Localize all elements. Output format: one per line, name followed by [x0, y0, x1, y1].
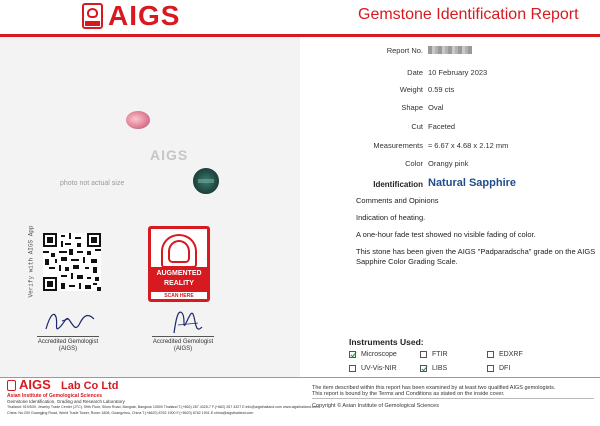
- report-title: Gemstone Identification Report: [358, 6, 579, 23]
- footer-note-examined: The item described within this report has been examined by at least two qualified AIGS gemologists.: [312, 385, 556, 391]
- security-hologram-icon: [193, 168, 219, 194]
- footer-tagline: Gemstone Identification, Grading and Research Laboratory: [7, 399, 125, 404]
- field-label-shape: Shape: [401, 103, 423, 112]
- checkbox-ftir[interactable]: [420, 351, 427, 358]
- footer-institute: Asian Institute of Gemological Sciences: [7, 393, 103, 399]
- verification-qr-code[interactable]: [43, 233, 101, 291]
- brand-name: AIGS: [108, 0, 181, 31]
- footer-note-terms: This report is bound by the Terms and Conditions as stated on the inside cover.: [312, 391, 505, 397]
- field-label-report-no: Report No.: [386, 46, 423, 55]
- field-value-measurements: ≈ 6.67 x 4.68 x 2.12 mm: [428, 141, 509, 150]
- instrument-edxrf: EDXRF: [499, 351, 523, 358]
- signature-1-org: (AIGS): [58, 346, 78, 352]
- signature-line-1: [37, 336, 99, 337]
- comments-heading: Comments and Opinions: [356, 196, 439, 205]
- instruments-title: Instruments Used:: [349, 337, 424, 347]
- field-label-color: Color: [405, 159, 423, 168]
- photo-watermark: AIGS: [150, 147, 189, 163]
- identification-value: Natural Sapphire: [428, 177, 517, 189]
- signature-2-title: Accredited Gemologist: [152, 339, 214, 345]
- augmented-reality-badge[interactable]: [148, 226, 210, 302]
- field-value-weight: 0.59 cts: [428, 85, 455, 94]
- instrument-dfi: DFI: [499, 365, 511, 372]
- footer-note-divider: [312, 398, 594, 399]
- field-value-shape: Oval: [428, 103, 444, 112]
- checkbox-microscope[interactable]: [349, 351, 356, 358]
- field-value-color: Orangy pink: [428, 159, 469, 168]
- signature-2: [168, 305, 208, 337]
- footer-brand-suffix: Lab Co Ltd: [61, 380, 119, 392]
- comment-grade: This stone has been given the AIGS "Padparadscha" grade on the AIGS Sapphire Color Grading Scale.: [356, 247, 596, 266]
- signature-1-title: Accredited Gemologist: [37, 339, 99, 345]
- qr-caption: [25, 225, 35, 300]
- report-number-redacted: [428, 46, 472, 54]
- ar-badge-line2: REALITY: [164, 280, 194, 287]
- comment-fade-test: A one-hour fade test showed no visible fading of color.: [356, 230, 536, 239]
- ar-badge-scan: SCAN HERE: [164, 293, 194, 299]
- identification-label: Identification: [373, 180, 423, 189]
- instrument-uv-vis-nir: UV-Vis-NIR: [361, 365, 397, 372]
- field-value-date: 10 February 2023: [428, 68, 488, 77]
- instrument-microscope: Microscope: [361, 351, 397, 358]
- footer-brand: AIGS: [19, 377, 51, 392]
- signature-2-org: (AIGS): [173, 346, 193, 352]
- qr-caption-text: Verify with AIGS App: [27, 225, 35, 298]
- field-label-date: Date: [407, 68, 423, 77]
- field-label-measurements: Measurements: [373, 141, 423, 150]
- checkbox-dfi[interactable]: [487, 365, 494, 372]
- checkbox-uv-vis-nir[interactable]: [349, 365, 356, 372]
- instrument-ftir: FTIR: [432, 351, 448, 358]
- footer-copyright: Copyright © Asian Institute of Gemological Sciences: [312, 403, 439, 409]
- checkbox-edxrf[interactable]: [487, 351, 494, 358]
- field-label-cut: Cut: [411, 122, 423, 131]
- aigs-logo-icon: [82, 3, 103, 29]
- gemstone-photo: [126, 111, 150, 129]
- footer-logo-icon: [7, 380, 16, 391]
- signature-line-2: [152, 336, 214, 337]
- field-label-weight: Weight: [399, 85, 423, 94]
- field-value-cut: Faceted: [428, 122, 456, 131]
- comment-heating: Indication of heating.: [356, 213, 426, 222]
- footer-divider: [0, 377, 600, 378]
- instrument-libs: LIBS: [432, 365, 448, 372]
- footer-address-china: China: No.200 Guangjing Road, World Trade Tower, Room 1808, Guangzhou, China T.(+8620) 8762 1900 F.(+8620) 8762 1901 E.china@aigsthailand.com: [7, 411, 254, 415]
- footer-address-thailand: Thailand: 919/539, Jewelry Trade Center (JTC), 59th Floor, Silom Road, Bangrak, Bangkok 10500 Thailand T.(+662) 267 4325-7 F.(+662) 267 4327 E.info@aigsthailand.com www.aigsthailand.com: [7, 405, 319, 409]
- aigs-emblem-icon: [161, 234, 197, 268]
- ar-badge-line1: AUGMENTED: [156, 270, 202, 277]
- photo-note: photo not actual size: [60, 180, 125, 187]
- checkbox-libs[interactable]: [420, 365, 427, 372]
- signature-1: [40, 307, 100, 337]
- report-header: [0, 0, 600, 36]
